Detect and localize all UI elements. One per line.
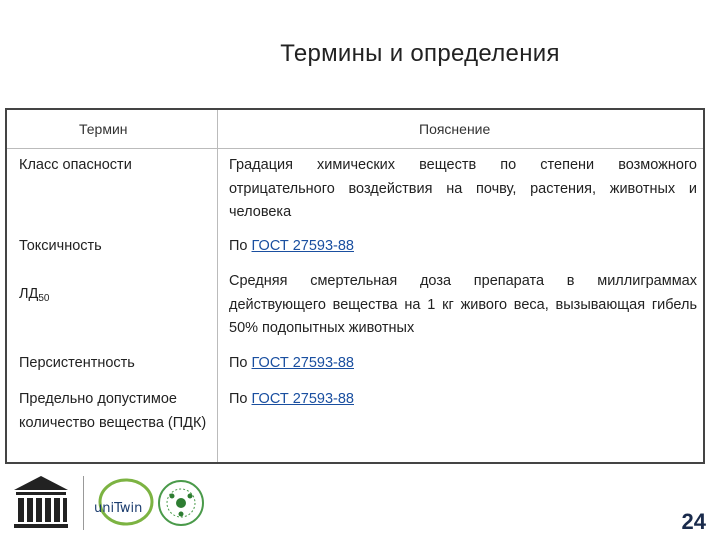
- explanation-prefix: По: [229, 238, 252, 254]
- header-term: Термин: [79, 121, 128, 137]
- explanation-toxicity: [229, 235, 697, 259]
- explanation-ld50: [229, 270, 697, 341]
- gost-link[interactable]: ГОСТ 27593-88: [251, 391, 354, 407]
- term-ld50-subscript: 50: [38, 293, 50, 304]
- logo-bar: [8, 470, 208, 534]
- term-mpc: Предельно допустимое количество вещества (ПДК): [19, 391, 207, 431]
- column-divider: [217, 110, 218, 462]
- header-divider: [7, 148, 703, 149]
- svg-text:uniTwin: uniTwin: [94, 501, 143, 516]
- logo-separator: [83, 476, 84, 530]
- gost-link[interactable]: ГОСТ 27593-88: [251, 238, 354, 254]
- term-toxicity: Токсичность: [19, 238, 102, 254]
- explanation-persistence: [229, 352, 697, 376]
- explanation-prefix: По: [229, 391, 252, 407]
- explanation-mpc: [229, 388, 697, 412]
- explanation-ld50-text: Средняя смертельная доза препарата в миллиграммах действующего вещества на 1 кг живого веса, вызывающая гибель 50% подопытных животных: [229, 273, 697, 336]
- green-circle-logo: [156, 478, 206, 528]
- gost-link[interactable]: ГОСТ 27593-88: [251, 355, 354, 371]
- term-ld50-main: ЛД: [19, 286, 39, 302]
- explanation-hazard-class: [229, 154, 697, 225]
- unitwin-logo: [90, 474, 160, 534]
- page-number: 24: [681, 509, 706, 534]
- term-ld50: [19, 283, 211, 311]
- slide-title: Термины и определения: [280, 40, 560, 67]
- explanation-prefix: По: [229, 355, 252, 371]
- term-hazard-class: Класс опасности: [19, 157, 132, 173]
- explanation-hazard-class-text: Градация химических веществ по степени возможного отрицательного воздействия на почву, растения, животных и человека: [229, 157, 697, 220]
- header-explanation: Пояснение: [419, 121, 491, 137]
- terms-table: [5, 108, 705, 464]
- term-persistence: Персистентность: [19, 355, 135, 371]
- unesco-logo: [10, 472, 72, 534]
